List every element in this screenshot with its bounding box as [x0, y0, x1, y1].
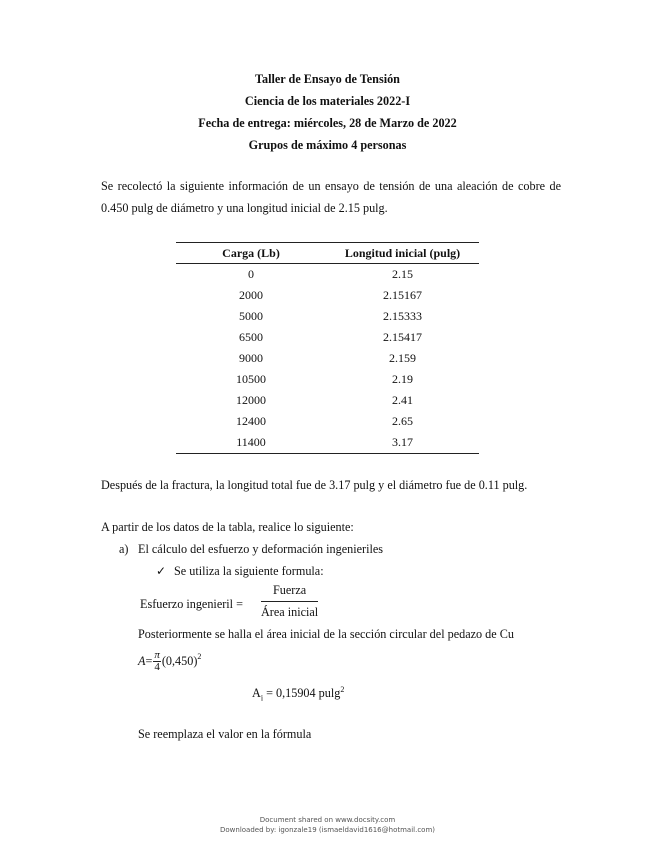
- formula-lhs: Esfuerzo ingenieril =: [140, 597, 243, 611]
- length-cell: 2.15: [392, 267, 413, 281]
- intro-paragraph: Se recolectó la siguiente información de un ensayo de tensión de una aleación de cobre de 0.450 pulg de diámetro y una longitud inicial de 2.15 pulg.: [101, 179, 561, 215]
- length-cell: 2.41: [392, 393, 413, 407]
- load-cell: 12000: [236, 393, 266, 407]
- pi-symbol: π: [154, 649, 160, 661]
- equals-sign: =: [145, 654, 153, 668]
- load-cell: 2000: [239, 288, 263, 302]
- table-header-row: [176, 243, 479, 264]
- length-cell: 2.15167: [383, 288, 422, 302]
- load-cell: 0: [248, 267, 254, 281]
- load-cell: 5000: [239, 309, 263, 323]
- footer-downloaded: Downloaded by: igonzale19 (ismaeldavid1616@hotmail.com): [219, 826, 435, 834]
- fraction-numerator: Fuerza: [273, 583, 307, 597]
- load-cell: 11400: [176, 432, 326, 454]
- instructions-paragraph: A partir de los datos de la tabla, realice lo siguiente:: [101, 520, 354, 534]
- table-row: [176, 285, 479, 306]
- fracture-paragraph: Después de la fractura, la longitud total fue de 3.17 pulg y el diámetro fue de 0.11 pulg.: [101, 478, 528, 492]
- four-denominator: 4: [154, 661, 160, 673]
- item-a-text: El cálculo del esfuerzo y deformación ingenieriles: [138, 542, 383, 556]
- area-result-symbol: A: [252, 686, 261, 701]
- check-item-text: Se utiliza la siguiente formula:: [174, 564, 324, 578]
- doc-title: Taller de Ensayo de Tensión: [255, 72, 400, 86]
- load-cell: 10500: [236, 372, 266, 386]
- column-header: Carga (Lb): [176, 243, 326, 264]
- course-name: Ciencia de los materiales 2022-I: [244, 94, 411, 108]
- load-cell: 6500: [239, 330, 263, 344]
- pi-over-four: [153, 650, 161, 673]
- table-row: [176, 369, 479, 390]
- area-result-exponent: 2: [340, 685, 345, 694]
- table-row: [176, 264, 479, 286]
- group-size: Grupos de máximo 4 personas: [248, 138, 407, 152]
- length-cell: 2.15333: [383, 309, 422, 323]
- table-row: [176, 390, 479, 411]
- data-table: [176, 242, 479, 454]
- length-cell: 2.65: [392, 414, 413, 428]
- area-equation: [138, 650, 201, 673]
- fraction-denominator: Área inicial: [261, 601, 318, 620]
- checkmark-icon: ✓: [156, 564, 167, 578]
- area-exponent: 2: [197, 652, 202, 661]
- footer-shared: Document shared on www.docsity.com: [259, 816, 396, 824]
- column-header: Longitud inicial (pulg): [326, 243, 479, 264]
- table-row: [176, 432, 479, 454]
- table-row: [176, 348, 479, 369]
- table-row: [176, 411, 479, 432]
- stress-fraction: [261, 583, 318, 620]
- area-paragraph: Posteriormente se halla el área inicial de la sección circular del pedazo de Cu: [138, 627, 514, 641]
- area-result-value: = 0,15904 pulg: [263, 686, 341, 701]
- area-result-subscript: i: [260, 693, 264, 703]
- area-symbol: A: [138, 654, 146, 668]
- replace-paragraph: Se reemplaza el valor en la fórmula: [138, 727, 312, 741]
- table-row: [176, 327, 479, 348]
- length-cell: 2.159: [389, 351, 416, 365]
- length-cell: 2.19: [392, 372, 413, 386]
- table-row: [176, 306, 479, 327]
- diameter-term: (0,450): [161, 654, 198, 668]
- load-cell: 12400: [236, 414, 266, 428]
- item-a-marker: a): [119, 542, 129, 556]
- load-cell: 9000: [239, 351, 263, 365]
- area-result: [252, 685, 344, 703]
- due-date: Fecha de entrega: miércoles, 28 de Marzo de 2022: [198, 116, 457, 130]
- length-cell: 2.15417: [383, 330, 422, 344]
- length-cell: 3.17: [326, 432, 479, 454]
